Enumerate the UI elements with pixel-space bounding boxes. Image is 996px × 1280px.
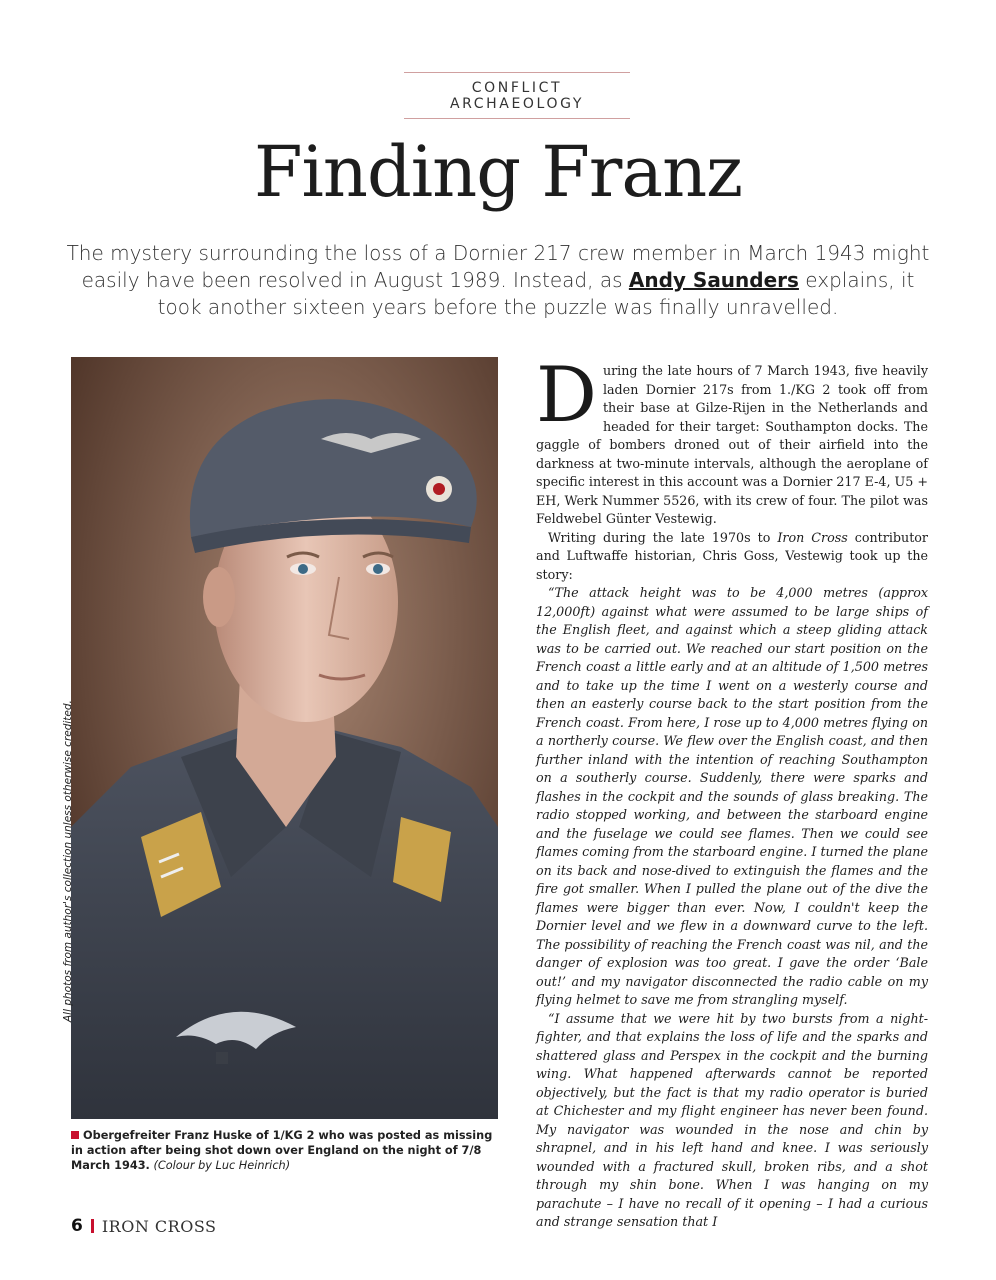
caption-marker-icon (71, 1131, 79, 1139)
portrait-illustration (71, 357, 498, 1119)
section-tag: CONFLICT ARCHAEOLOGY (404, 72, 630, 119)
caption-credit: (Colour by Luc Heinrich) (153, 1159, 291, 1172)
article-body (536, 350, 928, 1232)
p2-publication: Iron Cross (777, 529, 848, 545)
standfirst-text-after: explains, it took another sixteen years before the puzzle was finally unravelled. (157, 268, 915, 319)
standfirst-text-before: The mystery surrounding the loss of a Dornier 217 crew member in March 1943 might easily have been resolved in August 1989. Instead, as (66, 241, 930, 292)
page-number: 6 (71, 1216, 83, 1236)
p2-before: Writing during the late 1970s to (548, 529, 778, 545)
dropcap: D (536, 350, 597, 439)
p2-after: contributor and Luftwaffe historian, Chris Goss, Vestewig took up the story: (536, 529, 928, 582)
quote-paragraph-1: “The attack height was to be 4,000 metres (approx 12,000ft) against what were assumed to be large ships of the English fleet, and against which a steep gliding attack was to be carried out. We reached our start position on the French coast a little early and at an altitude of 1,500 metres and to take up the time I went on a westerly course and then an easterly course back to the start position from the French coast. From here, I rose up to 4,000 metres flying on a northerly course. We flew over the English coast, and then further inland with the intention of reaching Southampton on a southerly course. Suddenly, there were sparks and flashes in the cockpit and the sounds of glass breaking. The radio stopped working, and between the starboard engine and the fuselage we could see flames. Then we could see flames coming from the starboard engine. I turned the plane on its back and nose-dived to extinguish the flames and the fire got smaller. When I pulled the plane out of the dive the flames were bigger than ever. Now, I couldn't keep the Dornier level and we flew in a downward curve to the left. The possibility of reaching the French coast was nil, and the danger of explosion was too great. I gave the order ‘Bale out!’ and my navigator disconnected the radio cable on my flying helmet to save me from strangling myself. (536, 585, 928, 1007)
page-footer (71, 1216, 216, 1236)
footer-divider (91, 1219, 94, 1233)
photo-credit-note: All photos from author's collection unless otherwise credited. (62, 700, 74, 1022)
article-title: Finding Franz (253, 131, 743, 213)
standfirst (60, 240, 936, 321)
magazine-name: IRON CROSS (101, 1216, 217, 1236)
body-paragraph-1-text: uring the late hours of 7 March 1943, five heavily laden Dornier 217s from 1./KG 2 took off from their base at Gilze-Rijen in the Netherlands and headed for their target: Southampton docks. The gaggle of bombers droned out of their airfield into the darkness at two-minute intervals, although the aeroplane of specific interest in this account was a Dornier 217 E-4, U5 + EH, Werk Nummer 5526, with its crew of four. The pilot was Feldwebel Günter Vestewig. (536, 363, 928, 526)
quote-paragraph-2: “I assume that we were hit by two bursts from a night-fighter, and that explains the loss of life and the sparks and shattered glass and Perspex in the cockpit and the burning wing. What happened afterwards cannot be reported objectively, but the fact is that my radio operator is buried at Chichester and my flight engineer has never been found. My navigator was wounded in the nose and chin by shrapnel, and in his left hand and knee. I was seriously wounded with a fractured skull, broken ribs, and a shot through my shin bone. When I was hanging on my parachute – I have no recall of it opening – I had a curious and strange sensation that I (536, 1010, 928, 1229)
portrait-photo (71, 357, 498, 1119)
photo-caption (71, 1128, 498, 1173)
body-paragraph-1 (536, 350, 928, 529)
caption-text: Obergefreiter Franz Huske of 1/KG 2 who was posted as missing in action after being shot down over England on the night of 7/8 March 1943. (71, 1129, 493, 1172)
body-paragraph-2 (536, 529, 928, 585)
author-name: Andy Saunders (628, 268, 799, 292)
